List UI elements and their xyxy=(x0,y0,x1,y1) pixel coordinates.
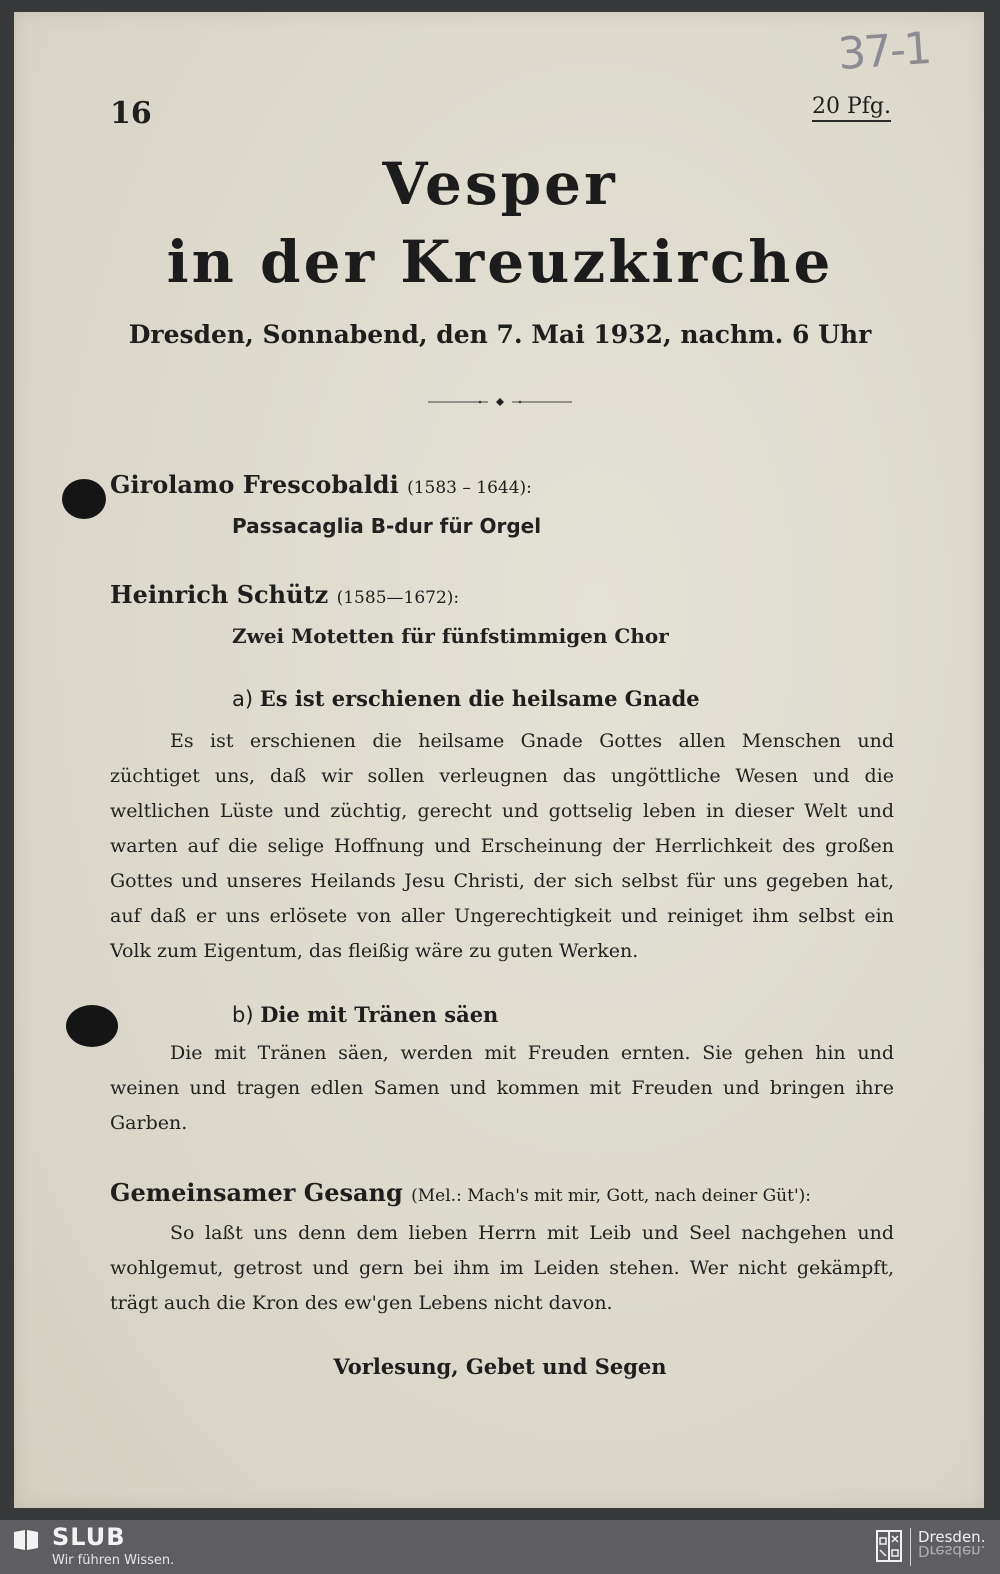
composer-name: Girolamo Frescobaldi xyxy=(110,470,399,499)
motet-a-text: Es ist erschienen die heilsame Gnade Gottes allen Menschen und züchtiget uns, daß wir sollen verleugnen das ungöttliche Wesen und die weltlichen Lüste und züchtig, gerecht und gottselig leben in dieser Welt und warten auf die selige Hoffnung und Erscheinung der Herrlichkeit des großen Gottes und unseres Heilands Jesu Christi, der sich selbst für uns gegeben hat, auf daß er uns erlösete von aller Ungerechtigkeit und reiniget ihm selbst ein Volk zum Eigentum, das fleißig wäre zu guten Werken. xyxy=(110,730,894,962)
closing-line: Vorlesung, Gebet und Segen xyxy=(333,1354,667,1379)
hymn-text: So laßt uns denn dem lieben Herrn mit Leib und Seel nachgehen und wohlgemut, getrost und gern bei ihm im Leiden stehen. Wer nicht gekämpft, trägt auch die Kron des ew'gen Lebens nicht davon. xyxy=(110,1222,894,1314)
work-motets: Zwei Motetten für fünfstimmigen Chor xyxy=(232,624,669,648)
item-letter: a) xyxy=(232,687,254,711)
hymn-heading xyxy=(110,1178,811,1207)
ornament-divider-icon xyxy=(428,396,572,408)
event-date-line: Dresden, Sonnabend, den 7. Mai 1932, nachm. 6 Uhr xyxy=(128,320,872,349)
item-title: Es ist erschienen die heilsame Gnade xyxy=(259,686,700,711)
composer-frescobaldi xyxy=(110,470,532,499)
hymn-title: Gemeinsamer Gesang xyxy=(110,1178,403,1207)
composer-dates: (1583 – 1644): xyxy=(407,478,532,498)
title-line-2: in der Kreuzkirche xyxy=(166,228,834,296)
footer-bar xyxy=(0,1520,1000,1574)
footer-city-reflection: Dresden. xyxy=(918,1542,986,1560)
footer-city-label: Dresden. xyxy=(918,1528,986,1546)
hymn-melody: (Mel.: Mach's mit mir, Gott, nach deiner Güt'): xyxy=(411,1186,811,1206)
book-logo-icon xyxy=(12,1528,40,1552)
punch-hole xyxy=(62,479,106,519)
footer-city-link[interactable] xyxy=(918,1530,985,1558)
city-crest-icon xyxy=(876,1530,902,1562)
price-label: 20 Pfg. xyxy=(812,94,891,122)
title-line-1: Vesper xyxy=(382,150,618,218)
motet-b-heading xyxy=(232,1002,498,1027)
work-passacaglia: Passacaglia B-dur für Orgel xyxy=(232,514,542,538)
composer-name: Heinrich Schütz xyxy=(110,580,329,609)
handwritten-annotation: 37-1 xyxy=(836,22,932,81)
footer-divider xyxy=(910,1528,911,1566)
composer-dates: (1585—1672): xyxy=(336,588,460,608)
footer-tagline: Wir führen Wissen. xyxy=(52,1553,175,1568)
item-title: Die mit Tränen säen xyxy=(260,1002,499,1027)
issue-number: 16 xyxy=(110,96,152,131)
composer-schuetz xyxy=(110,580,459,609)
motet-b-text: Die mit Tränen säen, werden mit Freuden ernten. Sie gehen hin und weinen und tragen edlen Samen und kommen mit Freuden und bringen ihre Garben. xyxy=(110,1042,894,1134)
footer-brand[interactable]: SLUB xyxy=(52,1523,126,1551)
motet-a-heading xyxy=(232,686,700,711)
item-letter: b) xyxy=(232,1003,254,1027)
